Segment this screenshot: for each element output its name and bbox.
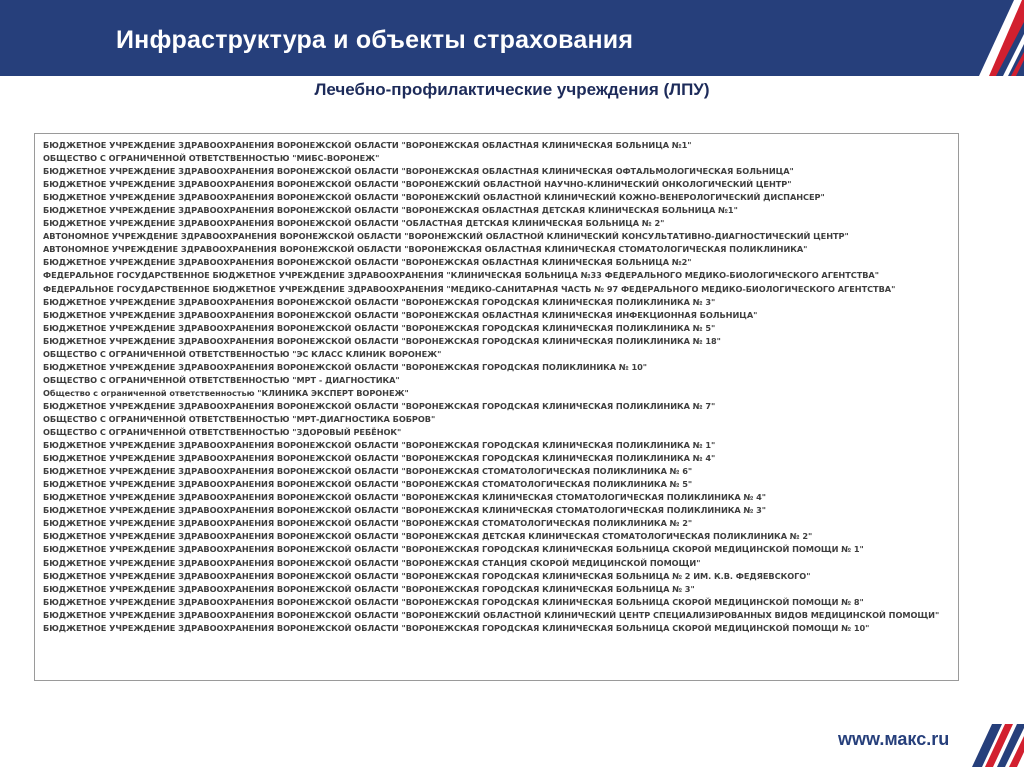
institution-item: БЮДЖЕТНОЕ УЧРЕЖДЕНИЕ ЗДРАВООХРАНЕНИЯ ВОРОНЕЖСКОЙ ОБЛАСТИ "ВОРОНЕЖСКАЯ ГОРОДСКАЯ КЛИНИЧЕСКАЯ ПОЛИКЛИНИКА № 18" [43,335,721,346]
institution-item: АВТОНОМНОЕ УЧРЕЖДЕНИЕ ЗДРАВООХРАНЕНИЯ ВОРОНЕЖСКОЙ ОБЛАСТИ "ВОРОНЕЖСКИЙ ОБЛАСТНОЙ КЛИНИЧЕСКИЙ КОНСУЛЬТАТИВНО-ДИАГНОСТИЧЕСКИЙ ЦЕНТР" [43,231,849,242]
institution-item: БЮДЖЕТНОЕ УЧРЕЖДЕНИЕ ЗДРАВООХРАНЕНИЯ ВОРОНЕЖСКОЙ ОБЛАСТИ "ОБЛАСТНАЯ ДЕТСКАЯ КЛИНИЧЕСКАЯ БОЛЬНИЦА № 2" [43,218,665,229]
institution-item: Общество с ограниченной ответственностью "КЛИНИКА ЭКСПЕРТ ВОРОНЕЖ" [43,387,409,398]
institution-item: БЮДЖЕТНОЕ УЧРЕЖДЕНИЕ ЗДРАВООХРАНЕНИЯ ВОРОНЕЖСКОЙ ОБЛАСТИ "ВОРОНЕЖСКАЯ ГОРОДСКАЯ КЛИНИЧЕСКАЯ ПОЛИКЛИНИКА № 4" [43,453,716,464]
institution-item: БЮДЖЕТНОЕ УЧРЕЖДЕНИЕ ЗДРАВООХРАНЕНИЯ ВОРОНЕЖСКОЙ ОБЛАСТИ "ВОРОНЕЖСКАЯ ГОРОДСКАЯ КЛИНИЧЕСКАЯ ПОЛИКЛИНИКА № 5" [43,322,716,333]
institution-item: БЮДЖЕТНОЕ УЧРЕЖДЕНИЕ ЗДРАВООХРАНЕНИЯ ВОРОНЕЖСКОЙ ОБЛАСТИ "ВОРОНЕЖСКАЯ КЛИНИЧЕСКАЯ СТОМАТОЛОГИЧЕСКАЯ ПОЛИКЛИНИКА № 3" [43,505,766,516]
institution-item: БЮДЖЕТНОЕ УЧРЕЖДЕНИЕ ЗДРАВООХРАНЕНИЯ ВОРОНЕЖСКОЙ ОБЛАСТИ "ВОРОНЕЖСКИЙ ОБЛАСТНОЙ КЛИНИЧЕСКИЙ ЦЕНТР СПЕЦИАЛИЗИРОВАННЫХ ВИДОВ МЕДИЦИНСКОЙ ПОМОЩИ" [43,609,940,620]
institution-item: ОБЩЕСТВО С ОГРАНИЧЕННОЙ ОТВЕТСТВЕННОСТЬЮ "МРТ - ДИАГНОСТИКА" [43,374,400,385]
institution-item: ОБЩЕСТВО С ОГРАНИЧЕННОЙ ОТВЕТСТВЕННОСТЬЮ "МРТ-ДИАГНОСТИКА БОБРОВ" [43,413,436,424]
institution-item: ФЕДЕРАЛЬНОЕ ГОСУДАРСТВЕННОЕ БЮДЖЕТНОЕ УЧРЕЖДЕНИЕ ЗДРАВООХРАНЕНИЯ "КЛИНИЧЕСКАЯ БОЛЬНИЦА №33 ФЕДЕРАЛЬНОГО МЕДИКО-БИОЛОГИЧЕСКОГО АГЕНТСТВА" [43,270,879,281]
institution-item: БЮДЖЕТНОЕ УЧРЕЖДЕНИЕ ЗДРАВООХРАНЕНИЯ ВОРОНЕЖСКОЙ ОБЛАСТИ "ВОРОНЕЖСКИЙ ОБЛАСТНОЙ КЛИНИЧЕСКИЙ КОЖНО-ВЕНЕРОЛОГИЧЕСКИЙ ДИСПАНСЕР" [43,192,825,203]
institution-item: БЮДЖЕТНОЕ УЧРЕЖДЕНИЕ ЗДРАВООХРАНЕНИЯ ВОРОНЕЖСКОЙ ОБЛАСТИ "ВОРОНЕЖСКАЯ ОБЛАСТНАЯ ДЕТСКАЯ КЛИНИЧЕСКАЯ БОЛЬНИЦА №1" [43,205,738,216]
section-subtitle: Лечебно-профилактические учреждения (ЛПУ) [314,80,710,99]
institution-item: ОБЩЕСТВО С ОГРАНИЧЕННОЙ ОТВЕТСТВЕННОСТЬЮ "ЗДОРОВЫЙ РЕБЁНОК" [43,427,402,438]
institution-item: ОБЩЕСТВО С ОГРАНИЧЕННОЙ ОТВЕТСТВЕННОСТЬЮ "МИБС-ВОРОНЕЖ" [43,153,380,164]
institution-item: БЮДЖЕТНОЕ УЧРЕЖДЕНИЕ ЗДРАВООХРАНЕНИЯ ВОРОНЕЖСКОЙ ОБЛАСТИ "ВОРОНЕЖСКАЯ СТОМАТОЛОГИЧЕСКАЯ ПОЛИКЛИНИКА № 2" [43,518,693,529]
slide-title: Инфраструктура и объекты страхования [116,26,634,54]
institution-item: БЮДЖЕТНОЕ УЧРЕЖДЕНИЕ ЗДРАВООХРАНЕНИЯ ВОРОНЕЖСКОЙ ОБЛАСТИ "ВОРОНЕЖСКАЯ ОБЛАСТНАЯ КЛИНИЧЕСКАЯ БОЛЬНИЦА №1" [43,140,692,150]
institution-item: БЮДЖЕТНОЕ УЧРЕЖДЕНИЕ ЗДРАВООХРАНЕНИЯ ВОРОНЕЖСКОЙ ОБЛАСТИ "ВОРОНЕЖСКАЯ ДЕТСКАЯ КЛИНИЧЕСКАЯ СТОМАТОЛОГИЧЕСКАЯ ПОЛИКЛИНИКА № 2" [43,531,813,542]
institution-item: БЮДЖЕТНОЕ УЧРЕЖДЕНИЕ ЗДРАВООХРАНЕНИЯ ВОРОНЕЖСКОЙ ОБЛАСТИ "ВОРОНЕЖСКАЯ ГОРОДСКАЯ КЛИНИЧЕСКАЯ ПОЛИКЛИНИКА № 3" [43,296,716,307]
institution-item: БЮДЖЕТНОЕ УЧРЕЖДЕНИЕ ЗДРАВООХРАНЕНИЯ ВОРОНЕЖСКОЙ ОБЛАСТИ "ВОРОНЕЖСКАЯ ГОРОДСКАЯ ПОЛИКЛИНИКА № 10" [43,361,647,372]
institution-item: БЮДЖЕТНОЕ УЧРЕЖДЕНИЕ ЗДРАВООХРАНЕНИЯ ВОРОНЕЖСКОЙ ОБЛАСТИ "ВОРОНЕЖСКАЯ ОБЛАСТНАЯ КЛИНИЧЕСКАЯ ОФТАЛЬМОЛОГИЧЕСКАЯ БОЛЬНИЦА" [43,166,794,177]
institution-item: ФЕДЕРАЛЬНОЕ ГОСУДАРСТВЕННОЕ БЮДЖЕТНОЕ УЧРЕЖДЕНИЕ ЗДРАВООХРАНЕНИЯ "МЕДИКО-САНИТАРНАЯ ЧАСТЬ № 97 ФЕДЕРАЛЬНОГО МЕДИКО-БИОЛОГИЧЕСКОГО АГЕНТСТВА" [43,283,896,294]
institution-item: БЮДЖЕТНОЕ УЧРЕЖДЕНИЕ ЗДРАВООХРАНЕНИЯ ВОРОНЕЖСКОЙ ОБЛАСТИ "ВОРОНЕЖСКАЯ ГОРОДСКАЯ КЛИНИЧЕСКАЯ ПОЛИКЛИНИКА № 1" [43,440,716,451]
institution-item: БЮДЖЕТНОЕ УЧРЕЖДЕНИЕ ЗДРАВООХРАНЕНИЯ ВОРОНЕЖСКОЙ ОБЛАСТИ "ВОРОНЕЖСКАЯ ГОРОДСКАЯ КЛИНИЧЕСКАЯ БОЛЬНИЦА СКОРОЙ МЕДИЦИНСКОЙ ПОМОЩИ № 8" [43,596,864,607]
institution-item: БЮДЖЕТНОЕ УЧРЕЖДЕНИЕ ЗДРАВООХРАНЕНИЯ ВОРОНЕЖСКОЙ ОБЛАСТИ "ВОРОНЕЖСКАЯ ОБЛАСТНАЯ КЛИНИЧЕСКАЯ ИНФЕКЦИОННАЯ БОЛЬНИЦА" [43,309,758,320]
institution-item: БЮДЖЕТНОЕ УЧРЕЖДЕНИЕ ЗДРАВООХРАНЕНИЯ ВОРОНЕЖСКОЙ ОБЛАСТИ "ВОРОНЕЖСКАЯ ГОРОДСКАЯ КЛИНИЧЕСКАЯ БОЛЬНИЦА СКОРОЙ МЕДИЦИНСКОЙ ПОМОЩИ № 1" [43,544,864,555]
institutions-list [34,133,959,681]
institution-item: БЮДЖЕТНОЕ УЧРЕЖДЕНИЕ ЗДРАВООХРАНЕНИЯ ВОРОНЕЖСКОЙ ОБЛАСТИ "ВОРОНЕЖСКАЯ ГОРОДСКАЯ КЛИНИЧЕСКАЯ БОЛЬНИЦА СКОРОЙ МЕДИЦИНСКОЙ ПОМОЩИ № 10" [43,622,870,633]
institution-item: БЮДЖЕТНОЕ УЧРЕЖДЕНИЕ ЗДРАВООХРАНЕНИЯ ВОРОНЕЖСКОЙ ОБЛАСТИ "ВОРОНЕЖСКАЯ ГОРОДСКАЯ КЛИНИЧЕСКАЯ БОЛЬНИЦА № 3" [43,583,695,594]
institution-item: ОБЩЕСТВО С ОГРАНИЧЕННОЙ ОТВЕТСТВЕННОСТЬЮ "ЭС КЛАСС КЛИНИК ВОРОНЕЖ" [43,348,442,359]
institution-item: БЮДЖЕТНОЕ УЧРЕЖДЕНИЕ ЗДРАВООХРАНЕНИЯ ВОРОНЕЖСКОЙ ОБЛАСТИ "ВОРОНЕЖСКАЯ СТАНЦИЯ СКОРОЙ МЕДИЦИНСКОЙ ПОМОЩИ" [43,557,701,568]
institution-item: БЮДЖЕТНОЕ УЧРЕЖДЕНИЕ ЗДРАВООХРАНЕНИЯ ВОРОНЕЖСКОЙ ОБЛАСТИ "ВОРОНЕЖСКАЯ СТОМАТОЛОГИЧЕСКАЯ ПОЛИКЛИНИКА № 6" [43,466,693,477]
institution-item: АВТОНОМНОЕ УЧРЕЖДЕНИЕ ЗДРАВООХРАНЕНИЯ ВОРОНЕЖСКОЙ ОБЛАСТИ "ВОРОНЕЖСКАЯ ОБЛАСТНАЯ КЛИНИЧЕСКАЯ СТОМАТОЛОГИЧЕСКАЯ ПОЛИКЛИНИКА" [43,244,808,255]
institution-item: БЮДЖЕТНОЕ УЧРЕЖДЕНИЕ ЗДРАВООХРАНЕНИЯ ВОРОНЕЖСКОЙ ОБЛАСТИ "ВОРОНЕЖСКАЯ ОБЛАСТНАЯ КЛИНИЧЕСКАЯ БОЛЬНИЦА №2" [43,257,692,268]
footer-brand-stripes-icon [972,724,1024,767]
institution-item: БЮДЖЕТНОЕ УЧРЕЖДЕНИЕ ЗДРАВООХРАНЕНИЯ ВОРОНЕЖСКОЙ ОБЛАСТИ "ВОРОНЕЖСКАЯ СТОМАТОЛОГИЧЕСКАЯ ПОЛИКЛИНИКА № 5" [43,479,693,490]
institution-item: БЮДЖЕТНОЕ УЧРЕЖДЕНИЕ ЗДРАВООХРАНЕНИЯ ВОРОНЕЖСКОЙ ОБЛАСТИ "ВОРОНЕЖСКАЯ КЛИНИЧЕСКАЯ СТОМАТОЛОГИЧЕСКАЯ ПОЛИКЛИНИКА № 4" [43,492,766,503]
footer-url[interactable]: www.макс.ru [838,729,950,749]
institution-item: БЮДЖЕТНОЕ УЧРЕЖДЕНИЕ ЗДРАВООХРАНЕНИЯ ВОРОНЕЖСКОЙ ОБЛАСТИ "ВОРОНЕЖСКИЙ ОБЛАСТНОЙ НАУЧНО-КЛИНИЧЕСКИЙ ОНКОЛОГИЧЕСКИЙ ЦЕНТР" [43,179,792,190]
header-bar [0,0,1024,76]
institution-item: БЮДЖЕТНОЕ УЧРЕЖДЕНИЕ ЗДРАВООХРАНЕНИЯ ВОРОНЕЖСКОЙ ОБЛАСТИ "ВОРОНЕЖСКАЯ ГОРОДСКАЯ КЛИНИЧЕСКАЯ БОЛЬНИЦА № 2 ИМ. К.В. ФЕДЯЕВСКОГО" [43,570,811,581]
brand-stripes-icon [944,0,1024,76]
institution-item: БЮДЖЕТНОЕ УЧРЕЖДЕНИЕ ЗДРАВООХРАНЕНИЯ ВОРОНЕЖСКОЙ ОБЛАСТИ "ВОРОНЕЖСКАЯ ГОРОДСКАЯ КЛИНИЧЕСКАЯ ПОЛИКЛИНИКА № 7" [43,400,716,411]
